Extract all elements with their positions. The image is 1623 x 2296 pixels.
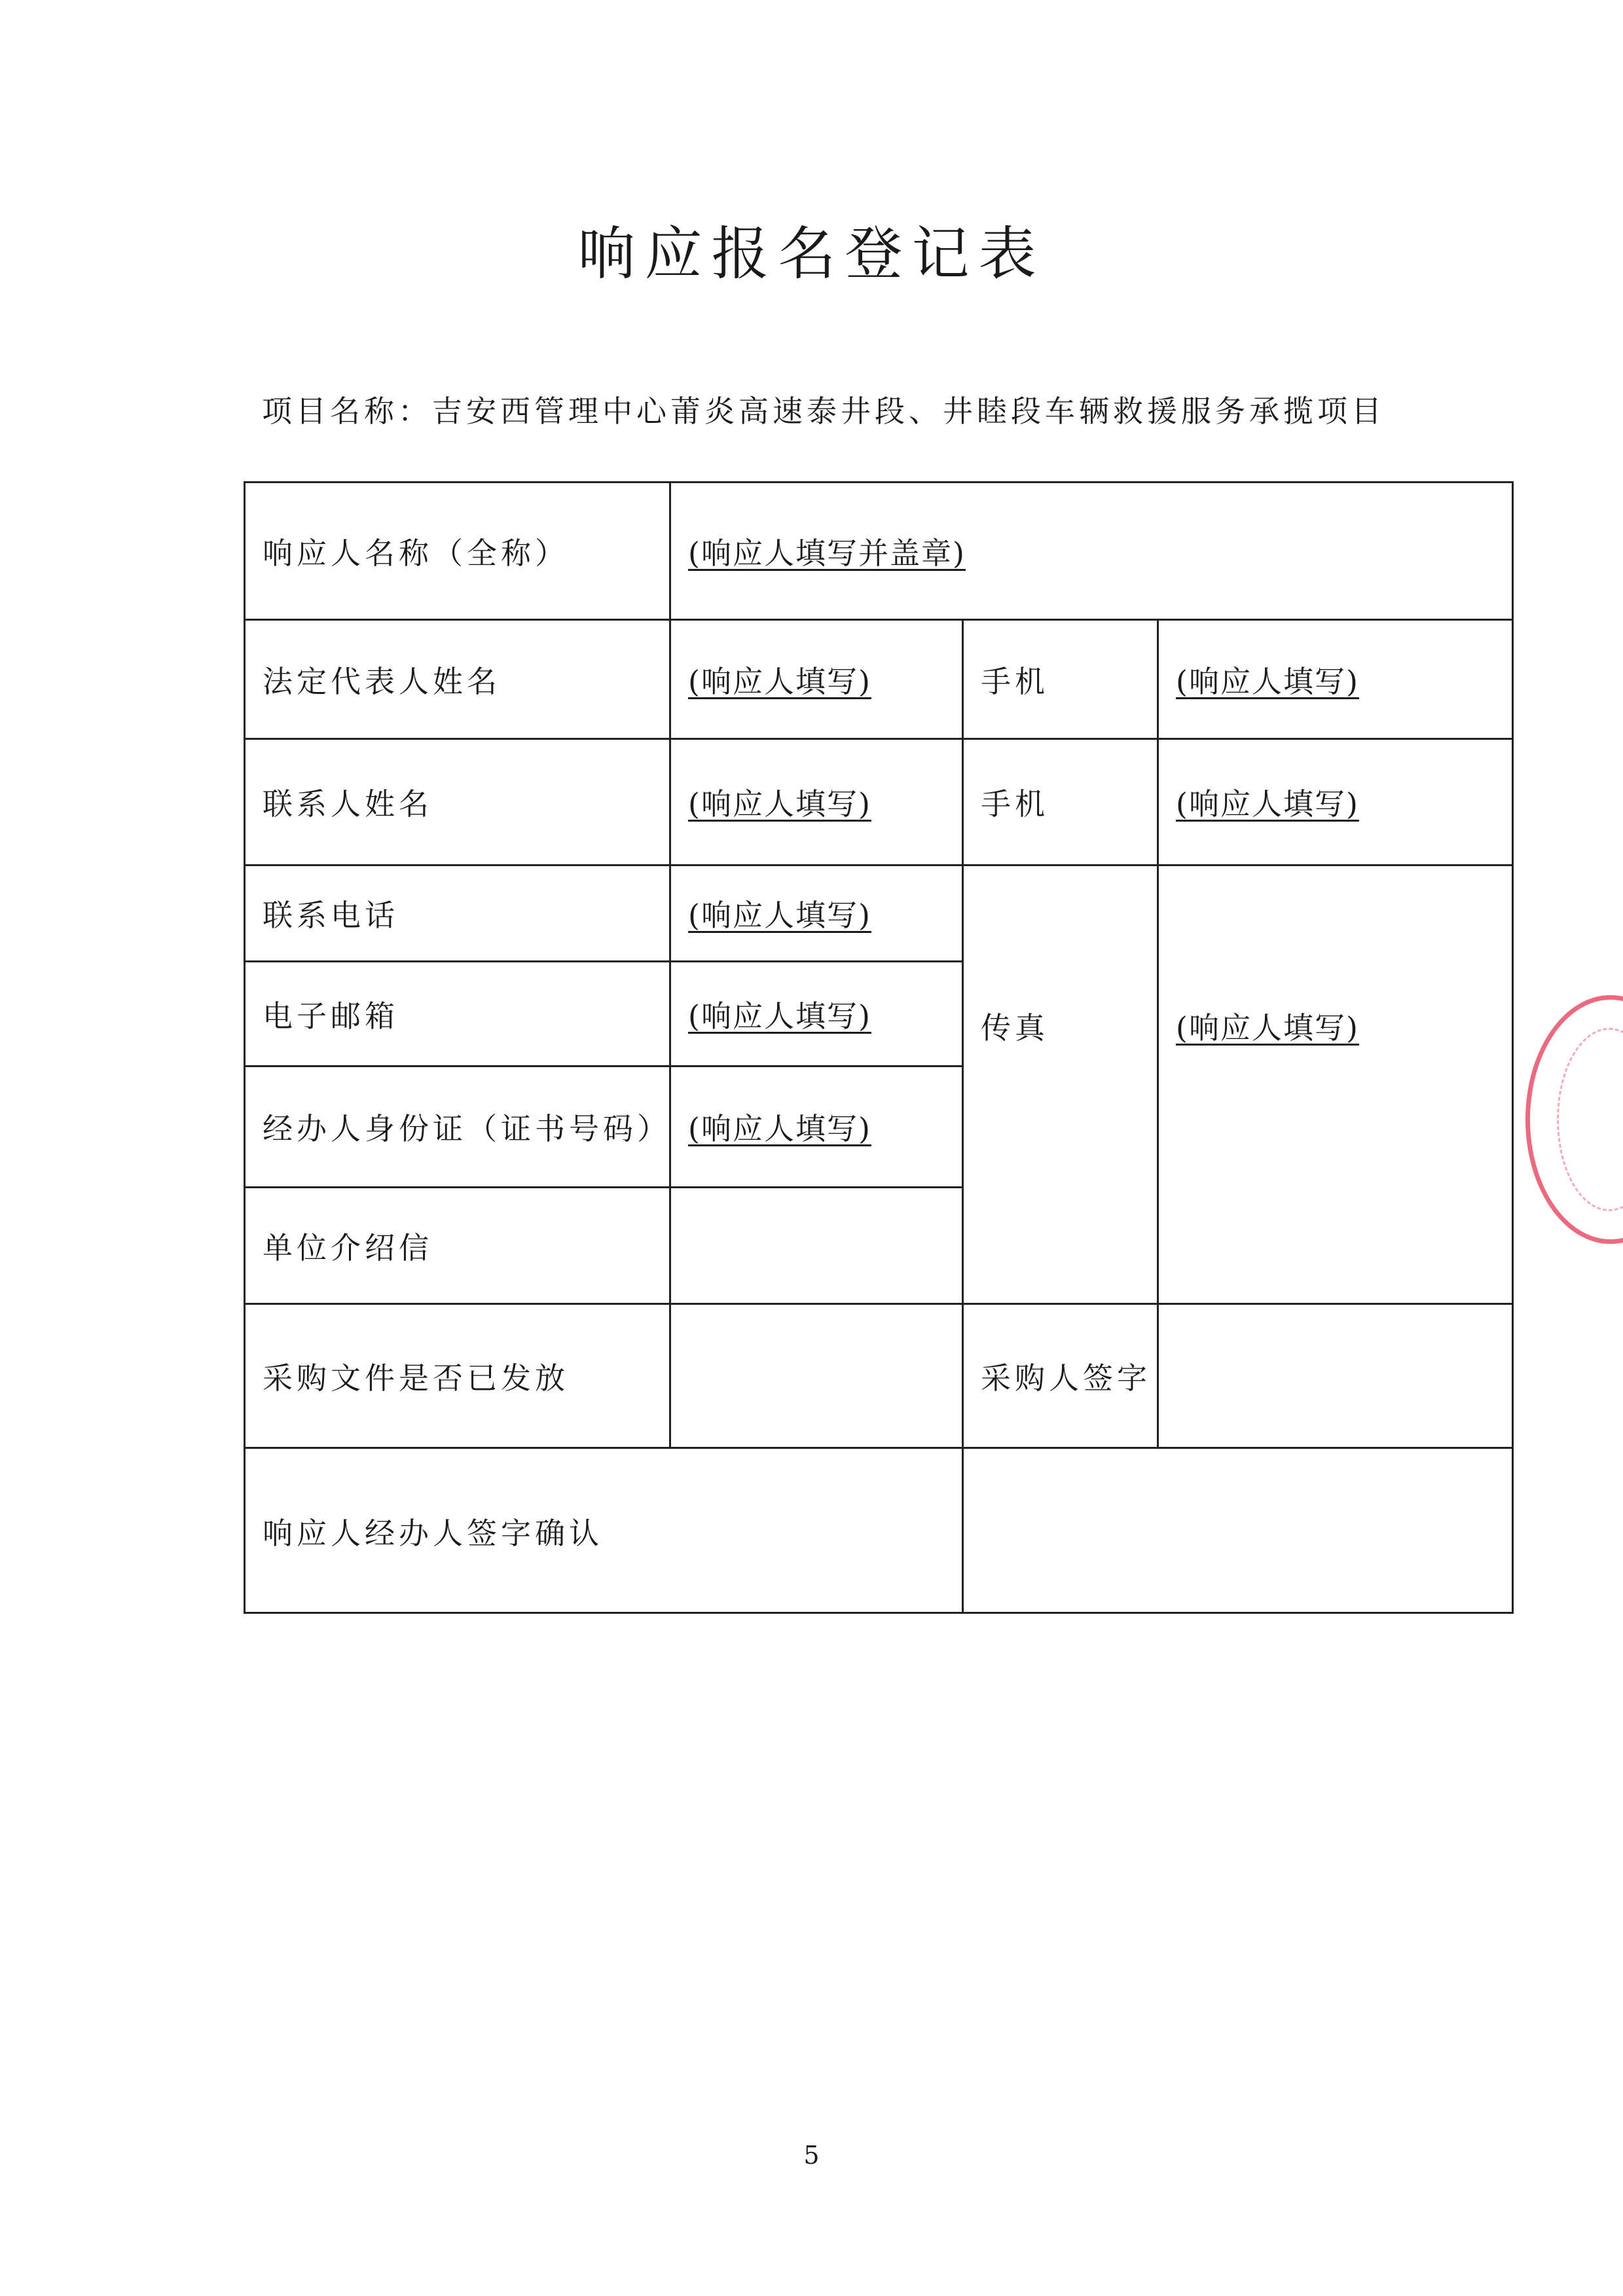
introduction-letter-field[interactable]: [671, 1188, 964, 1305]
id-number-label: 经办人身份证（证书号码）: [246, 1067, 671, 1188]
id-number-field[interactable]: [671, 1067, 964, 1188]
purchaser-signature-field[interactable]: [1159, 1305, 1514, 1449]
introduction-letter-label: 单位介绍信: [246, 1188, 671, 1305]
legal-rep-value: (响应人填写): [688, 663, 871, 699]
legal-rep-phone-label: 手机: [964, 621, 1159, 740]
contact-name-label: 联系人姓名: [246, 740, 671, 866]
fax-value: (响应人填写): [1176, 1010, 1359, 1046]
purchaser-signature-label: 采购人签字: [964, 1305, 1159, 1449]
legal-rep-label: 法定代表人姓名: [246, 621, 671, 740]
legal-rep-field[interactable]: [671, 621, 964, 740]
telephone-label: 联系电话: [246, 866, 671, 962]
respondent-name-field[interactable]: [671, 483, 1514, 621]
email-label: 电子邮箱: [246, 962, 671, 1067]
email-field[interactable]: [671, 962, 964, 1067]
fax-field[interactable]: [1159, 866, 1514, 1305]
legal-rep-phone-value: (响应人填写): [1176, 663, 1359, 699]
handler-signature-field[interactable]: [964, 1449, 1514, 1614]
page-title: 响应报名登记表: [577, 220, 1046, 287]
registration-form-table: [244, 481, 1514, 1614]
email-value: (响应人填写): [688, 998, 871, 1034]
contact-phone-label: 手机: [964, 740, 1159, 866]
contact-phone-field[interactable]: [1159, 740, 1514, 866]
telephone-field[interactable]: [671, 866, 964, 962]
documents-issued-field[interactable]: [671, 1305, 964, 1449]
id-number-value: (响应人填写): [688, 1111, 871, 1146]
contact-name-value: (响应人填写): [688, 786, 871, 822]
contact-phone-value: (响应人填写): [1176, 786, 1359, 822]
respondent-name-value: (响应人填写并盖章): [688, 535, 966, 571]
contact-name-field[interactable]: [671, 740, 964, 866]
project-name-line: 项目名称：吉安西管理中心莆炎高速泰井段、井睦段车辆救援服务承揽项目: [262, 393, 1385, 429]
telephone-value: (响应人填写): [688, 898, 871, 933]
legal-rep-phone-field[interactable]: [1159, 621, 1514, 740]
page-number: 5: [803, 2141, 820, 2170]
respondent-name-label: 响应人名称（全称）: [246, 483, 671, 621]
handler-signature-label: 响应人经办人签字确认: [246, 1449, 964, 1614]
fax-label: 传真: [964, 866, 1159, 1305]
documents-issued-label: 采购文件是否已发放: [246, 1305, 671, 1449]
